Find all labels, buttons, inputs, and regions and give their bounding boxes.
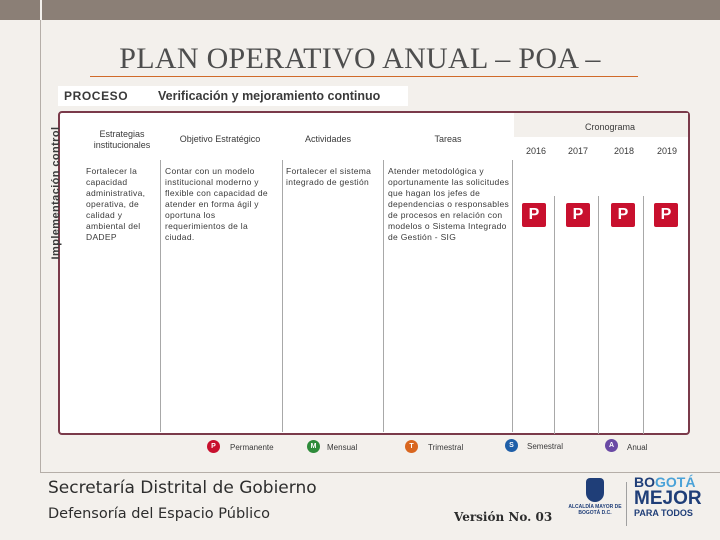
legend-label-mensual: Mensual (327, 443, 358, 452)
column-separator (512, 160, 513, 432)
schedule-separator (598, 196, 599, 434)
legend-label-trimestral: Trimestral (428, 443, 464, 452)
bogota-seal-logo (568, 478, 622, 530)
year-2018: 2018 (613, 146, 635, 156)
logo-para-todos: PARA TODOS (634, 508, 693, 518)
legend-code-anual: A (605, 439, 618, 452)
schedule-separator (554, 196, 555, 434)
bogota-seal-text: ALCALDÍA MAYOR DE BOGOTÁ D.C. (568, 504, 622, 516)
bogota-mejor-logo (634, 474, 704, 530)
legend-code-mensual: M (307, 440, 320, 453)
legend-code-permanente: P (207, 440, 220, 453)
top-bar-notch (40, 0, 42, 20)
header-activities: Actividades (304, 134, 352, 144)
legend-code-semestral: S (505, 439, 518, 452)
header-schedule: Cronograma (584, 122, 636, 132)
legend-label-permanente: Permanente (230, 443, 274, 452)
title-underline (90, 76, 638, 77)
process-label: PROCESO (64, 89, 129, 103)
footer-org: Secretaría Distrital de Gobierno (48, 478, 317, 498)
schedule-mark-2017: P (566, 203, 590, 227)
legend-label-semestral: Semestral (527, 442, 564, 451)
schedule-separator (643, 196, 644, 434)
header-strategies: Estrategias institucionales (93, 129, 151, 150)
cell-activity: Fortalecer el sistema integrado de gestión (286, 166, 372, 187)
header-objective: Objetivo Estratégico (179, 134, 261, 144)
year-2017: 2017 (567, 146, 589, 156)
column-separator (282, 160, 283, 432)
header-tasks: Tareas (434, 134, 462, 144)
cell-task: Atender metodológica y oportunamente las solicitudes que hagan los jefes de dependencias o responsables de procesos en relación con modelos o Sistema Integrado de Gestión - SIG (388, 166, 510, 242)
logo-divider (626, 482, 627, 526)
legend-label-anual: Anual (627, 443, 648, 452)
cell-strategy: Fortalecer la capacidad administrativa, operativa, de calidad y ambiental del DADEP (86, 166, 146, 242)
vertical-label: Implementación control (50, 126, 62, 260)
legend-code-trimestral: T (405, 440, 418, 453)
year-2019: 2019 (656, 146, 678, 156)
top-bar (0, 0, 720, 20)
logo-gota: GOTÁ (655, 474, 696, 490)
seal-icon (586, 478, 604, 502)
column-separator (383, 160, 384, 432)
footer-version: Versión No. 03 (454, 510, 553, 524)
page-title: PLAN OPERATIVO ANUAL – POA – (119, 42, 601, 75)
schedule-mark-2018: P (611, 203, 635, 227)
poa-table-frame (58, 111, 690, 435)
column-separator (160, 160, 161, 432)
cell-objective: Contar con un modelo institucional moderno y flexible con capacidad de atender en forma ágil y oportuna los requerimientos de la ciudad. (165, 166, 268, 242)
footer-dept: Defensoría del Espacio Público (48, 506, 271, 522)
process-value: Verificación y mejoramiento continuo (158, 89, 381, 103)
left-rule (40, 20, 41, 472)
year-2016: 2016 (525, 146, 547, 156)
footer-rule (40, 472, 720, 473)
logo-bo: BO (634, 474, 655, 490)
schedule-mark-2016: P (522, 203, 546, 227)
schedule-mark-2019: P (654, 203, 678, 227)
logo-mejor-text: MEJOR (634, 488, 702, 509)
